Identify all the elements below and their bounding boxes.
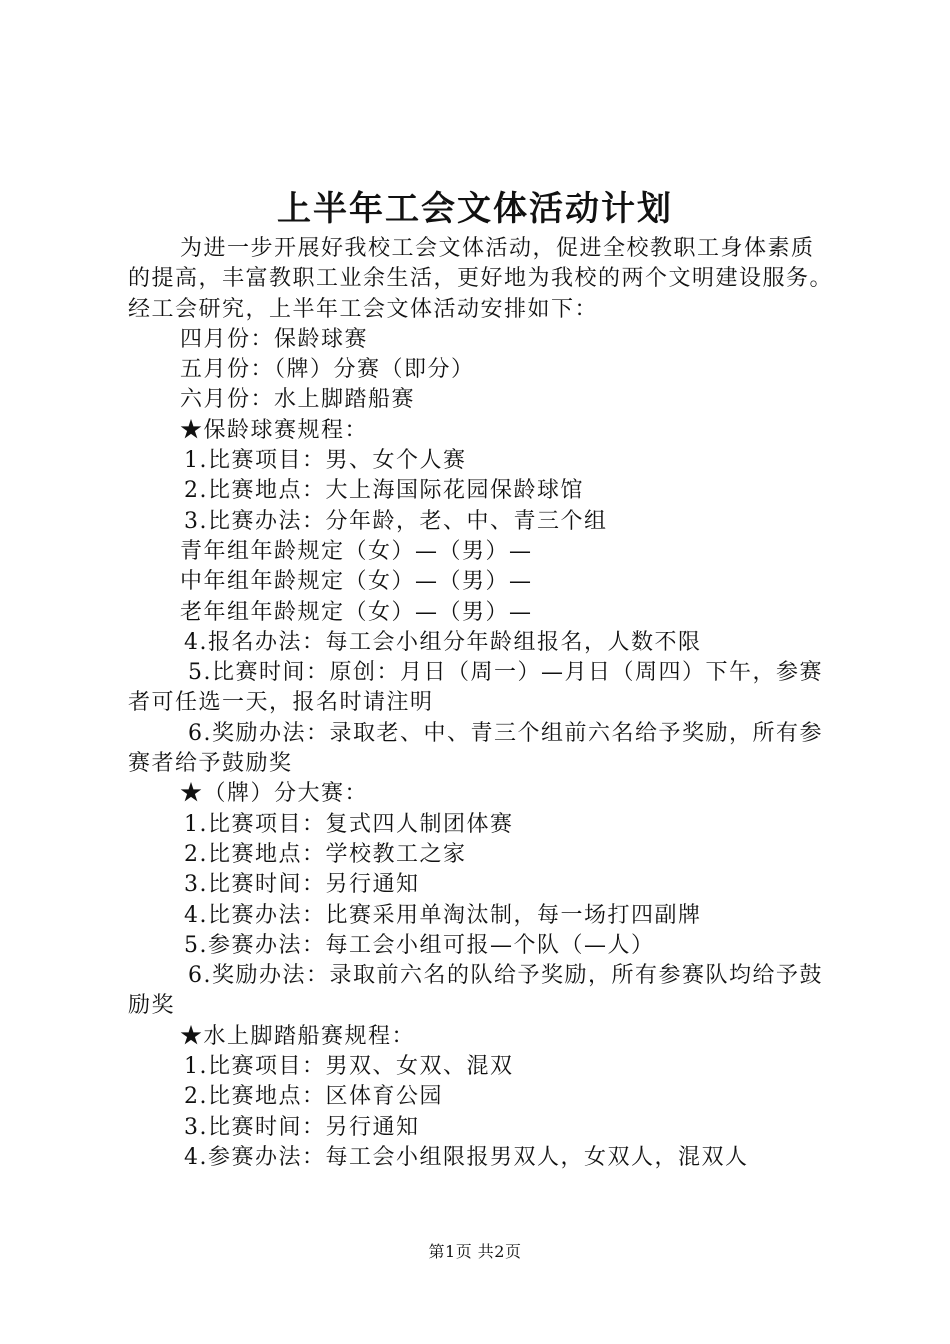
bowling-age-middle: 中年组年龄规定（女）—（男）— — [180, 569, 533, 595]
cards-item-1: 1.比赛项目：复式四人制团体赛 — [184, 811, 514, 837]
bowling-age-senior: 老年组年龄规定（女）—（男）— — [180, 599, 533, 625]
schedule-june: 六月份：水上脚踏船赛 — [180, 387, 416, 413]
cards-item-4: 4.比赛办法：比赛采用单淘汰制，每一场打四副牌 — [184, 902, 702, 928]
document-title: 上半年工会文体活动计划 — [277, 189, 673, 229]
cards-item-2: 2.比赛地点：学校教工之家 — [184, 841, 467, 867]
bowling-item-2: 2.比赛地点：大上海国际花园保龄球馆 — [184, 478, 584, 504]
cards-item-3: 3.比赛时间：另行通知 — [184, 872, 420, 898]
bowling-item-1: 1.比赛项目：男、女个人赛 — [184, 448, 467, 474]
bowling-item-3: 3.比赛办法：分年龄，老、中、青三个组 — [184, 508, 608, 534]
boat-item-2: 2.比赛地点：区体育公园 — [184, 1084, 443, 1110]
schedule-april: 四月份：保龄球赛 — [180, 326, 369, 352]
bowling-item-6: 6.奖励办法：录取老、中、青三个组前六名给予奖励，所有参赛者给予鼓励奖 — [128, 720, 823, 777]
document-body — [128, 234, 836, 1173]
cards-item-6: 6.奖励办法：录取前六名的队给予奖励，所有参赛队均给予鼓励奖 — [128, 963, 823, 1019]
cards-item-5: 5.参赛办法：每工会小组可报—个队（—人） — [184, 932, 655, 958]
bowling-heading: ★保龄球赛规程： — [180, 417, 369, 443]
boat-item-4: 4.参赛办法：每工会小组限报男双人，女双人，混双人 — [184, 1144, 749, 1170]
bowling-item-5: 5.比赛时间：原创：月日（周一）—月日（周四）下午，参赛者可任选一天，报名时请注明 — [128, 660, 823, 716]
boat-item-1: 1.比赛项目：男双、女双、混双 — [184, 1054, 514, 1080]
schedule-may: 五月份：（牌）分赛（即分） — [180, 357, 475, 383]
cards-heading: ★（牌）分大赛： — [180, 781, 369, 807]
bowling-age-youth: 青年组年龄规定（女）—（男）— — [180, 538, 533, 564]
page-footer: 第1页 共2页 — [428, 1242, 522, 1261]
boat-heading: ★水上脚踏船赛规程： — [180, 1023, 416, 1049]
intro-paragraph: 为进一步开展好我校工会文体活动，促进全校教职工身体素质的提高，丰富教职工业余生活，更好地为我校的两个文明建设服务。经工会研究，上半年工会文体活动安排如下： — [128, 236, 834, 322]
boat-item-3: 3.比赛时间：另行通知 — [184, 1114, 420, 1140]
bowling-item-4: 4.报名办法：每工会小组分年龄组报名，人数不限 — [184, 629, 702, 655]
